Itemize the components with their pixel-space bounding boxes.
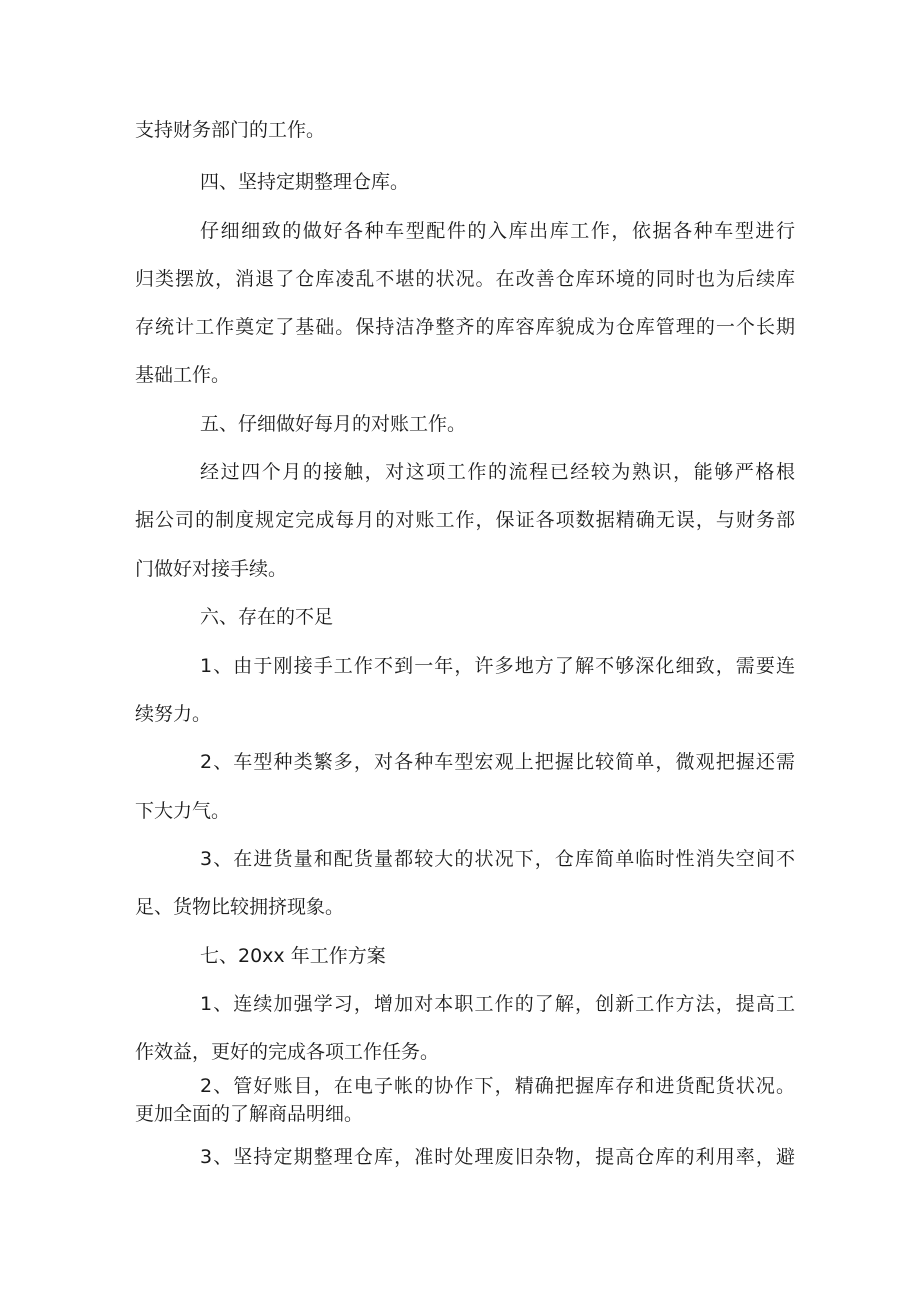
paragraph-line: 基础工作。: [135, 364, 231, 386]
section-heading: 四、坚持定期整理仓库。: [200, 171, 410, 193]
list-item-line: 更加全面的了解商品明细。: [135, 1103, 364, 1125]
section-heading: 五、仔细做好每月的对账工作。: [200, 413, 467, 435]
list-item-line: 3、坚持定期整理仓库，准时处理废旧杂物，提高仓库的利用率，避: [200, 1146, 795, 1168]
paragraph-line: 经过四个月的接触，对这项工作的流程已经较为熟识，能够严格根: [200, 461, 795, 483]
list-item-line: 作效益，更好的完成各项工作任务。: [135, 1041, 440, 1063]
list-item-line: 2、管好账目，在电子帐的协作下，精确把握库存和进货配货状况。: [200, 1075, 795, 1097]
list-item-line: 足、货物比较拥挤现象。: [135, 896, 345, 918]
paragraph-line: 据公司的制度规定完成每月的对账工作，保证各项数据精确无误，与财务部: [135, 509, 795, 531]
section-heading: 六、存在的不足: [200, 606, 334, 628]
list-item-line: 3、在进货量和配货量都较大的状况下，仓库简单临时性消失空间不: [200, 848, 795, 870]
list-item-line: 2、车型种类繁多，对各种车型宏观上把握比较简单，微观把握还需: [200, 751, 795, 773]
paragraph-line: 归类摆放，消退了仓库凌乱不堪的状况。在改善仓库环境的同时也为后续库: [135, 268, 795, 290]
list-item-line: 1、连续加强学习，增加对本职工作的了解，创新工作方法，提高工: [200, 993, 795, 1015]
list-item-line: 续努力。: [135, 703, 212, 725]
list-item-line: 下大力气。: [135, 800, 231, 822]
section-heading: 七、20xx 年工作方案: [200, 945, 386, 967]
list-item-line: 1、由于刚接手工作不到一年，许多地方了解不够深化细致，需要连: [200, 655, 795, 677]
paragraph-line: 支持财务部门的工作。: [135, 119, 326, 141]
paragraph-line: 存统计工作奠定了基础。保持洁净整齐的库容库貌成为仓库管理的一个长期: [135, 316, 795, 338]
paragraph-line: 仔细细致的做好各种车型配件的入库出库工作，依据各种车型进行: [200, 220, 795, 242]
paragraph-line: 门做好对接手续。: [135, 558, 288, 580]
